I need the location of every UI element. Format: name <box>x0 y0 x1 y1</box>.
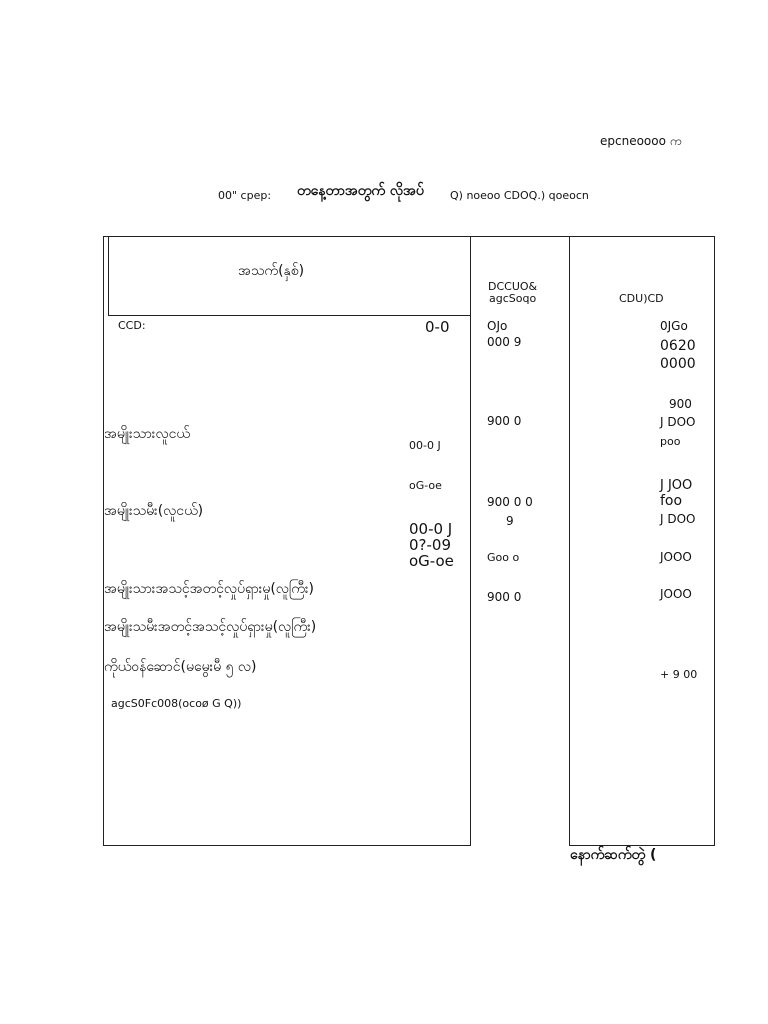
col3-value: J JOO <box>660 478 693 493</box>
age-range: oG-oe <box>409 552 454 570</box>
age-range: 0?-09 <box>409 536 452 554</box>
document-title: တနေ့တာအတွက် လိုအပ် <box>297 183 424 199</box>
table-bottom-border <box>103 845 470 846</box>
col2-value: Goo o <box>487 551 520 564</box>
table-top-border <box>103 236 715 237</box>
table-right-border <box>714 236 715 846</box>
col3-value: 0000 <box>660 356 696 372</box>
column-header-3: CDU)CD <box>619 292 664 305</box>
age-range: oG-oe <box>409 479 442 492</box>
header-prefix: 00" cpep: <box>218 189 272 202</box>
header-inner-border <box>108 237 109 315</box>
col2-value: 000 9 <box>487 335 522 349</box>
column-header-2-line2: agcSoqo <box>489 292 537 305</box>
age-range: 00-0 J <box>409 439 441 452</box>
header-suffix: Q) noeoo CDOQ.) qoeocn <box>450 189 589 202</box>
col2-value: OJo <box>487 319 508 333</box>
col2-value: 900 0 0 <box>487 495 533 509</box>
ccd-label: CCD: <box>118 319 146 332</box>
column-divider-1 <box>470 236 471 846</box>
col2-value: 900 0 <box>487 590 522 604</box>
col3-value: 900 <box>669 397 692 411</box>
col3-value: 0JGo <box>660 319 688 333</box>
table-bottom-border-right <box>570 845 715 846</box>
row-label: အမျိုးသမီး(လူငယ်) <box>104 503 204 519</box>
col3-value: + 9 00 <box>660 668 698 681</box>
table-left-border <box>103 236 104 846</box>
col3-value: 0620 <box>660 338 696 354</box>
col3-value: JOOO <box>660 550 692 564</box>
row-label: အမျိုးသားအသင့်အတင့်လှုပ်ရှားမှု(လူကြီး) <box>104 581 314 597</box>
col3-value: poo <box>660 435 681 448</box>
col2-value: 9 <box>506 514 514 528</box>
col3-value: foo <box>660 493 683 509</box>
row-label: အမျိုးသမီးအတင့်အသင့်လှုပ်ရှားမှု(လူကြီး) <box>104 619 317 635</box>
column-divider-2 <box>569 236 570 846</box>
column-header-age: အသက်(နှစ်) <box>238 263 305 279</box>
column-header-2-line1: DCCUO& <box>488 280 538 293</box>
age-range: 0-0 <box>425 318 450 336</box>
row-label: အမျိုးသားလူငယ် <box>104 426 190 442</box>
row-label: ကိုယ်ဝန်ဆောင်(မမွေးမီ ၅ လ) <box>104 659 257 675</box>
header-divider <box>108 315 470 316</box>
col3-value: J DOO <box>660 512 696 526</box>
age-range: 00-0 J <box>409 520 453 538</box>
col2-value: 900 0 <box>487 414 522 428</box>
document-reference: epcneoooo က <box>600 134 682 148</box>
col3-value: J DOO <box>660 415 696 429</box>
col3-value: JOOO <box>660 587 692 601</box>
footnote: agcS0Fc008(ocoø G Q)) <box>111 697 242 710</box>
continued-note: နောက်ဆက်တွဲ ( <box>570 847 657 863</box>
